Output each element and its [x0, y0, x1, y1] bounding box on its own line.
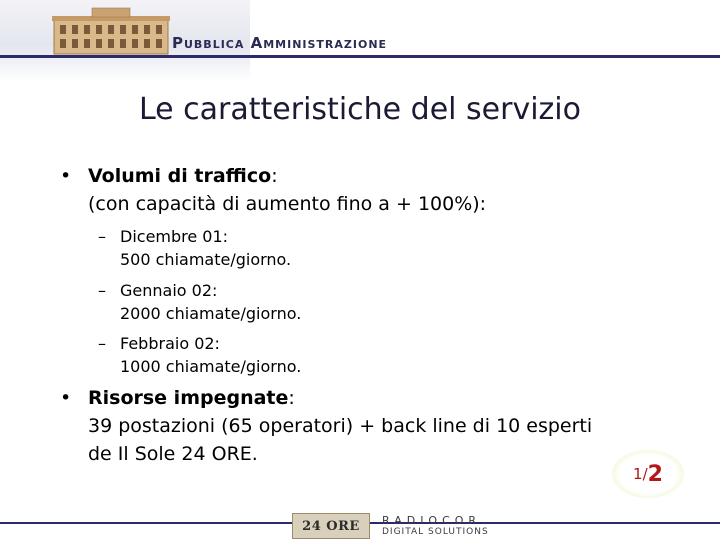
sub-bullet-volume: 500 chiamate/giorno. [120, 250, 292, 269]
bullet-heading-colon: : [288, 387, 295, 409]
page-total: 2 [647, 461, 663, 487]
sub-bullet-period: Febbraio 02: [120, 334, 220, 353]
bullet-heading-colon: : [271, 165, 278, 187]
page-separator: / [642, 465, 648, 483]
bullet-text: 39 postazioni (65 operatori) + back line di 10 esperti [88, 415, 593, 437]
bullet-dot-icon: • [60, 387, 72, 409]
header-divider [0, 55, 720, 58]
radiocor-tagline: DIGITAL SOLUTIONS [382, 527, 489, 537]
page-indicator [612, 450, 684, 498]
building-logo-icon [52, 6, 170, 56]
header-org-title: Pubblica Amministrazione [172, 34, 388, 52]
radiocor-name: RADIOCOR [382, 514, 482, 527]
dash-icon: – [98, 281, 106, 300]
sub-bullet-volume: 2000 chiamate/giorno. [120, 304, 302, 323]
sub-bullet-period: Gennaio 02: [120, 281, 218, 300]
bullet-heading: Volumi di traffico [88, 165, 272, 187]
bullet-dot-icon: • [60, 165, 72, 187]
bullet-heading: Risorse impegnate [88, 387, 289, 409]
page-current: 1 [633, 465, 643, 483]
sub-bullet-period: Dicembre 01: [120, 227, 229, 246]
dash-icon: – [98, 334, 106, 353]
bullet-text: de Il Sole 24 ORE. [88, 443, 258, 465]
bullet-text: (con capacità di aumento fino a + 100%): [88, 193, 487, 215]
dash-icon: – [98, 227, 106, 246]
radiocor-logo [382, 514, 512, 538]
sole-24-ore-logo [292, 513, 370, 539]
slide-title: Le caratteristiche del servizio [139, 92, 581, 127]
sole-logo-text: 24 ORE [302, 518, 360, 534]
sub-bullet-volume: 1000 chiamate/giorno. [120, 357, 302, 376]
